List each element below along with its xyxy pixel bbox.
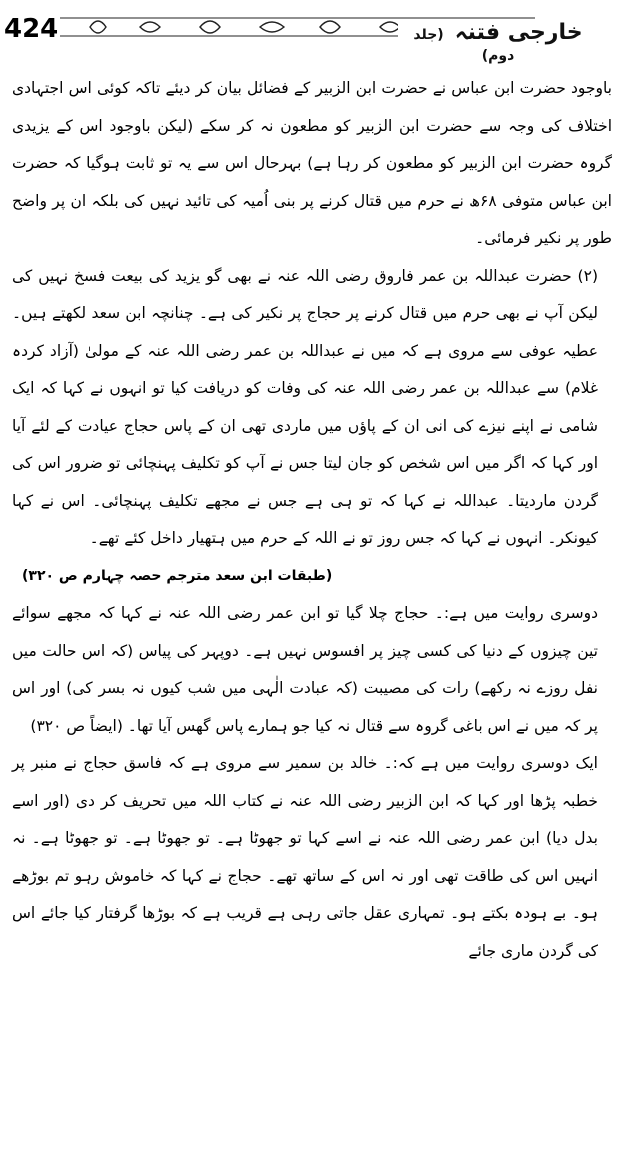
- paragraph-3: دوسری روایت میں ہے:۔ حجاج چلا گیا تو ابن عمر رضی اللہ عنہ نے کہا کہ مجھے سوائے تین چیزوں کے دنیا کی کسی چیز پر افسوس نہیں ہے۔ دوپہر کی پیاس (کہ اس حالت میں نفل روزے نہ رکھے) رات کی مصیبت (کہ عبادت الٰہی میں شب کیوں نہ بسر کی) اور اس پر کہ میں نے اس باغی گروہ سے قتال نہ کیا جو ہمارے پاس گھس آیا تھا۔ (ایضاً ص ۳۲۰): [12, 604, 598, 735]
- page-number: 424: [4, 14, 59, 44]
- page-body: [12, 70, 612, 1152]
- citation-reference: (طبقات ابن سعد مترجم حصہ چہارم ص ۳۲۰): [22, 567, 333, 584]
- page-header: [0, 0, 624, 70]
- running-title: [398, 20, 598, 64]
- volume-label: (جلد دوم): [413, 27, 515, 64]
- book-title: خارجی فتنہ: [454, 20, 583, 45]
- paragraph-4: ایک دوسری روایت میں ہے کہ:۔ خالد بن سمیر سے مروی ہے کہ فاسق حجاج نے منبر پر خطبہ پڑھا اور کہا کہ ابن الزبیر رضی اللہ عنہ نے کتاب اللہ میں تحریف کر دی (اور اسے بدل دیا) ابن عمر رضی اللہ عنہ نے اسے کہا تو جھوٹا ہے۔ تو جھوٹا ہے۔ تو جھوٹا ہے۔ نہ انہیں اس کی طاقت تھی اور نہ اس کے ساتھ تھے۔ حجاج نے کہا کہ خاموش رہو تم بوڑھے ہو۔ بے ہودہ بکتے ہو۔ تمہاری عقل جاتی رہی ہے قریب ہے کہ بوڑھا گرفتار کیا جائے اس کی گردن ماری جائے: [12, 754, 598, 960]
- paragraph-2: (۲) حضرت عبداللہ بن عمر فاروق رضی اللہ عنہ نے بھی گو یزید کی بیعت فسخ نہیں کی لیکن آپ نے بھی حرم میں قتال کرنے پر حجاج پر نکیر کی ہے۔ چنانچہ ابن سعد لکھتے ہیں۔ عطیہ عوفی سے مروی ہے کہ میں نے عبداللہ بن عمر رضی اللہ عنہ کے مولیٰ (آزاد کردہ غلام) سے عبداللہ بن عمر رضی اللہ عنہ کی وفات کو دریافت کیا تو انہوں نے کہا کہ ایک شامی نے اپنے نیزے کی انی ان کے پاؤں میں ماردی تھی ان کے پاس حجاج عیادت کے لئے آیا اور کہا کہ اگر میں اس شخص کو جان لیتا جس نے آپ کو تکلیف پہنچائی تو ضرور اس کی گردن ماردیتا۔ عبداللہ نے کہا کہ تو ہی ہے جس نے مجھے تکلیف پہنچائی۔ اس نے کہا کیونکر۔ انہوں نے کہا کہ جس روز تو نے اللہ کے حرم میں ہتھیار داخل کئے تھے۔: [12, 266, 598, 547]
- paragraph-1: باوجود حضرت ابن عباس نے حضرت ابن الزبیر کے فضائل بیان کر دیئے تاکہ کوئی اس اجتہادی اختلاف کی وجہ سے حضرت ابن الزبیر کو مطعون نہ کر سکے (لیکن باوجود اس کے یزیدی گروہ حضرت ابن الزبیر کو مطعون کر رہا ہے) بہرحال اس سے یہ تو ثابت ہوگیا کہ حضرت ابن عباس متوفی ۶۸ھ نے حرم میں قتال کرنے پر بنی اُمیہ کی تائید نہیں کی بلکہ ان پر واضح طور پر نکیر فرمائی۔: [12, 79, 612, 247]
